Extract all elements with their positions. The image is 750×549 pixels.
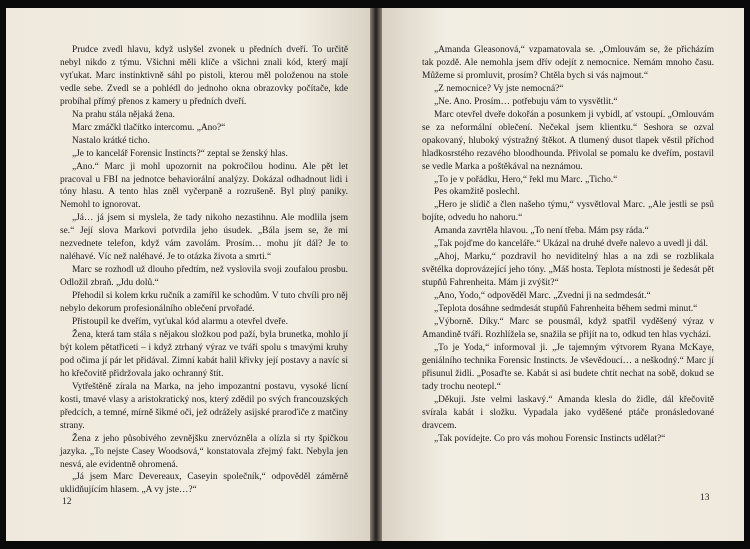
right-page [382, 8, 744, 541]
paragraph: Marc zmáčkl tlačítko intercomu. „Ano?“ [72, 122, 226, 133]
paragraph: Žena, která tam stála s nějakou složkou pod paží, byla brunetka, mohlo jí být kolem pětatřiceti – i když ztrhaný výraz ve tváři spolu s tmavými kruhy pod očima jí pár let přidával. Zimní kabát halil křivky její postavy a navíc si ho křečovitě přidržovala jako ochranný štít. [60, 329, 348, 379]
paragraph: Marc otevřel dveře dokořán a posunkem ji vybídl, ať vstoupí. „Omlouvám se za neformální oblečení. Nečekal jsem klientku.“ Seshora se ozval opakovaný, hluboký výstražný štěkot. A tlumený dusot tlapek věstil příchod hladkosrstého rezavého bloodhounda. Přivolal se pomalu ke dveřím, postavil se vedle Marka a poštěkával na neznámou. [422, 109, 714, 172]
paragraph: „Děkuji. Jste velmi laskavý.“ Amanda klesla do židle, dál křečovitě svírala kabát i složku. Vypadala jako vyděšené ptáče pronásledované dravcem. [422, 394, 714, 431]
paragraph: „Ano, Yodo,“ odpověděl Marc. „Zvedni ji na sedmdesát.“ [434, 291, 651, 302]
paragraph: „Ahoj, Marku,“ pozdravil ho neviditelný hlas a na zdi se rozblikala světélka doprovázející jeho tóny. „Máš hosta. Teplota místnosti je šedesát pět stupňů Fahrenheita. Mám ji zvýšit?“ [422, 252, 714, 289]
paragraph: „Já… já jsem si myslela, že tady nikoho nezastihnu. Ale modlila jsem se.“ Její slova Markovi potvrdila jeho úsudek. „Bála jsem se, že mi nezvednete telefon, když vám zavolám. Prosím… mohu jít dál? Je to naléhavé. Víc než naléhavé. Je to otázka života a smrti.“ [60, 213, 348, 263]
paragraph: „Já jsem Marc Devereaux, Caseyin společník,“ odpověděl záměrně uklidňujícím hlasem. „A vy jste…?“ [60, 472, 348, 496]
paragraph: „To je v pořádku, Hero,“ řekl mu Marc. „Ticho.“ [434, 174, 618, 185]
paragraph: Prudce zvedl hlavu, když uslyšel zvonek u předních dveří. To určitě nebyl nikdo z týmu. Všichni měli klíče a všichni znali kód, který mají vyťukat. Marc instinktivně sáhl po pistoli, kterou měl položenou na stole vedle sebe. Zvedl se a pohlédl do jednoho okna obrazovky počítače, kde probíhal přímý přenos z kamery u předních dveří. [60, 45, 348, 107]
paragraph: „Amanda Gleasonová,“ vzpamatovala se. „Omlouvám se, že přicházím tak pozdě. Ale nemohla jsem dřív odejít z nemocnice. Nemám mnoho času. Můžeme si promluvit, prosím? Chtěla bych si vás najmout.“ [422, 45, 714, 81]
paragraph: Na prahu stála nějaká žena. [72, 109, 175, 120]
paragraph: „Tak povídejte. Co pro vás mohou Forensic Instincts udělat?“ [434, 433, 666, 444]
paragraph: „To je Yoda,“ informoval ji. „Je tajemným výtvorem Ryana McKaye, geniálního technika Forensic Instincts. Je vševědoucí… a neškodný.“ Marc jí přisunul židli. „Posaďte se. Kabát si asi budete chtít nechat na sobě, dokud se tady trochu neotepl.“ [422, 342, 714, 392]
paragraph: „Tak pojďme do kanceláře.“ Ukázal na druhé dveře nalevo a uvedl ji dál. [434, 239, 709, 250]
paragraph: Přistoupil ke dveřím, vyťukal kód alarmu a otevřel dveře. [72, 317, 288, 328]
paragraph: Pes okamžitě poslechl. [434, 187, 520, 198]
right-page-text [422, 44, 714, 446]
book-gutter [370, 8, 382, 541]
paragraph: „Ano.“ Marc ji mohl upozornit na pokročilou hodinu. Ale pět let pracoval u FBI na jednotce behaviorální analýzy. Dokázal odhadnout lidi i tóny hlasu. A tento hlas zněl vyčerpaně a rozrušeně. Byl plný paniky. Nemohl to ignorovat. [60, 161, 348, 211]
paragraph: Žena z jeho působivého zevnějšku znervózněla a olízla si rty špičkou jazyka. „To nejste Casey Woodsová,“ konstatovala zřejmý fakt. Nebyla jen nesvá, ale evidentně ohromená. [60, 433, 348, 470]
page-number: 13 [700, 493, 710, 503]
paragraph: „Teplota dosáhne sedmdesát stupňů Fahrenheita během sedmi minut.“ [434, 304, 698, 315]
paragraph: „Z nemocnice? Vy jste nemocná?“ [434, 83, 564, 94]
paragraph: „Ne. Ano. Prosím… potřebuju vám to vysvětlit.“ [434, 96, 618, 107]
left-page [6, 8, 370, 541]
paragraph: Nastalo krátké ticho. [72, 135, 150, 146]
paragraph: Marc se rozhodl už dlouho předtím, než vyslovila svoji zoufalou prosbu. Odložil zbraň. „Jdu dolů.“ [60, 265, 348, 289]
paragraph: Amanda zavrtěla hlavou. „To není třeba. Mám psy ráda.“ [434, 226, 649, 237]
paragraph: „Hero je slídič a člen našeho týmu,“ vysvětloval Marc. „Ale jestli se psů bojíte, odvedu ho nahoru.“ [422, 200, 714, 224]
paragraph: Vytřeštěně zírala na Marka, na jeho impozantní postavu, vysoké lícní kosti, tmavé vlasy a aristokratický nos, který zdědil po svých francouzských předcích, a temné, mírně šikmé oči, jež odrážely asijské praroďiče z matčiny strany. [60, 381, 348, 431]
paragraph: Přehodil si kolem krku ručník a zamířil ke schodům. V tuto chvíli pro něj nebylo dekorum profesionálního oblečení prvořadé. [60, 291, 348, 315]
left-page-text [60, 44, 348, 497]
paragraph: „Výborně. Díky.“ Marc se pousmál, když spatřil vyděšený výraz v Amandině tváři. Rozhlížela se, snažila se přijít na to, odkud ten hlas vychází. [422, 317, 714, 340]
paragraph: „Je to kancelář Forensic Instincts?“ zeptal se ženský hlas. [72, 148, 288, 159]
page-number: 12 [62, 497, 72, 507]
